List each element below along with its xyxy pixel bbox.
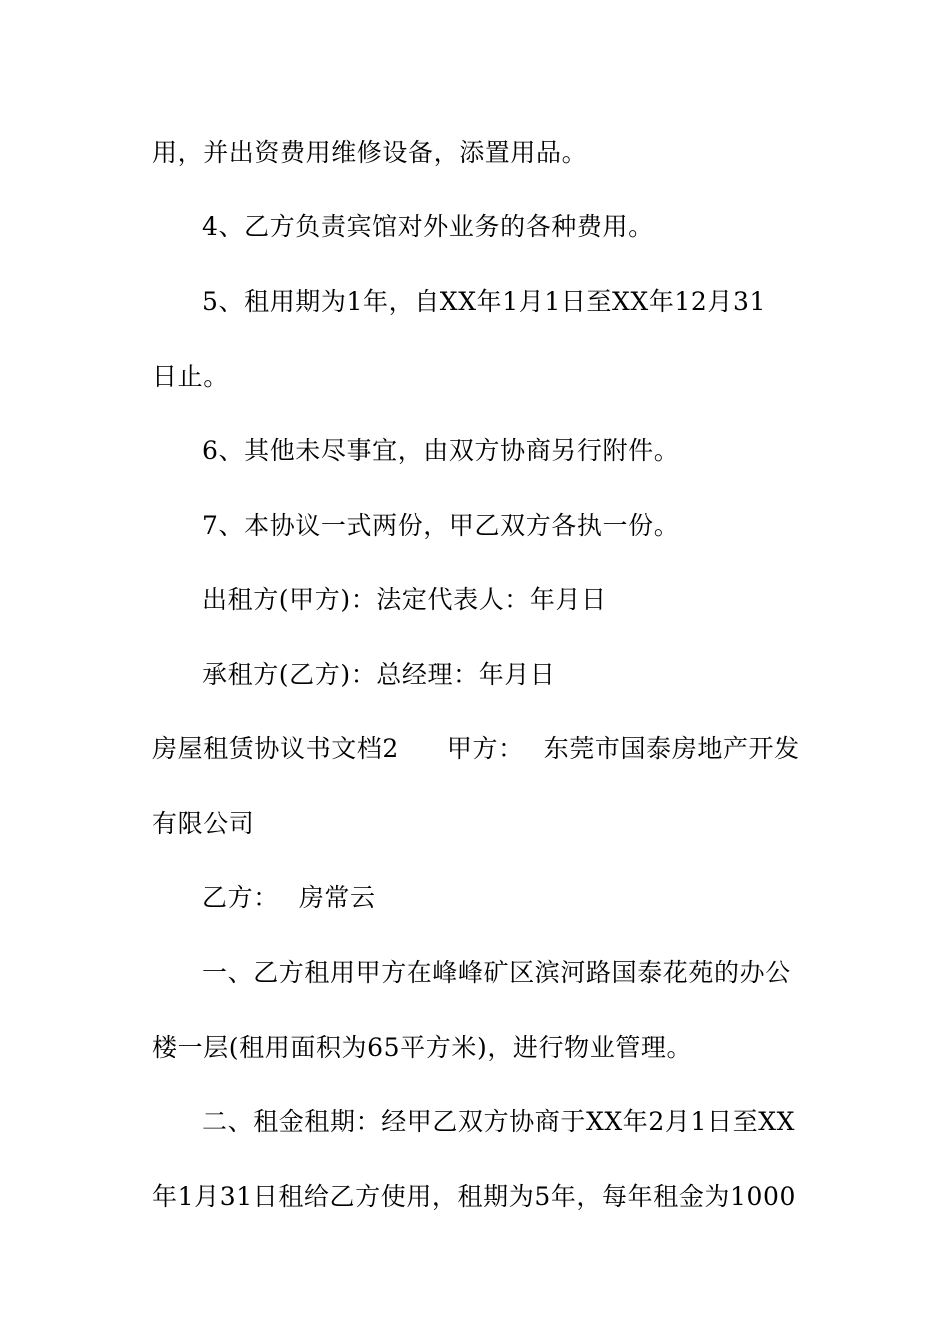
- party-b-line: [202, 883, 376, 913]
- doc2-title: 房屋租赁协议书文档2: [152, 734, 399, 763]
- clause-line: 一、乙方租用甲方在峰峰矿区滨河路国泰花苑的办公: [202, 958, 791, 987]
- text-line: 5、租用期为1年，自XX年1月1日至XX年12月31: [202, 287, 767, 316]
- text-line: 日止。: [152, 362, 229, 391]
- signature-line-lessee: 承租方(乙方)：总经理：年月日: [202, 660, 556, 689]
- text-line: 4、乙方负责宾馆对外业务的各种费用。: [202, 212, 654, 241]
- clause-line: 二、租金租期：经甲乙双方协商于XX年2月1日至XX: [202, 1107, 796, 1136]
- text-line: 用，并出资费用维修设备，添置用品。: [152, 138, 588, 167]
- party-b-name: 房常云: [298, 883, 376, 912]
- party-b-label: 乙方：: [202, 883, 279, 912]
- doc2-heading-line: [152, 734, 800, 764]
- clause-line: 楼一层(租用面积为65平方米)，进行物业管理。: [152, 1033, 693, 1062]
- clause-line: 年1月31日租给乙方使用，租期为5年，每年租金为1000: [152, 1182, 797, 1211]
- party-a-name: 东莞市国泰房地产开发: [543, 734, 800, 763]
- party-a-label: 甲方：: [446, 734, 524, 763]
- text-line: 6、其他未尽事宜，由双方协商另行附件。: [202, 436, 680, 465]
- text-line: 7、本协议一式两份，甲乙双方各执一份。: [202, 511, 680, 540]
- party-a-name-continued: 有限公司: [152, 809, 255, 838]
- signature-line-lessor: 出租方(甲方)：法定代表人：年月日: [202, 585, 607, 614]
